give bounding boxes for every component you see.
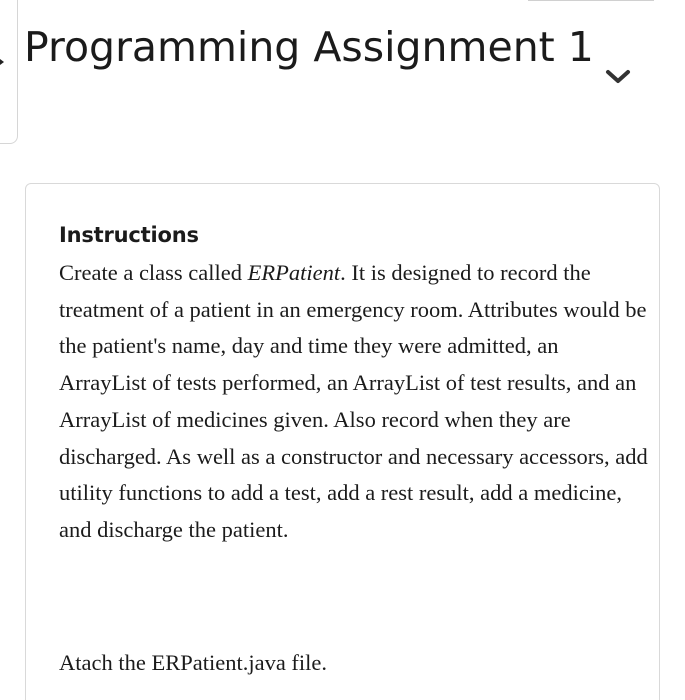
- caret-right-icon: [0, 56, 4, 68]
- sidebar-collapse-tab[interactable]: [0, 0, 18, 144]
- instructions-card: [25, 183, 660, 700]
- page-title: Programming Assignment 1: [24, 23, 594, 71]
- instructions-text-rest: . It is designed to record the treatment of a patient in an emergency room. Attributes would be the patient's name, day and time they were admitted, an ArrayList of tests performed, an ArrayList of test results, and an ArrayList of medicines given. Also record when they are discharged. As well as a constructor and necessary accessors, add utility functions to add a test, add a rest result, add a medicine, and discharge the patient.: [59, 260, 648, 542]
- instructions-text-start: Create a class called: [59, 260, 248, 285]
- instructions-heading: Instructions: [59, 223, 199, 247]
- attach-note: Atach the ERPatient.java file.: [59, 650, 328, 675]
- top-divider: [528, 0, 654, 1]
- class-name: ERPatient: [247, 260, 341, 285]
- instructions-body: [59, 255, 649, 549]
- chevron-down-icon: [600, 60, 636, 96]
- expand-toggle-button[interactable]: [600, 60, 636, 96]
